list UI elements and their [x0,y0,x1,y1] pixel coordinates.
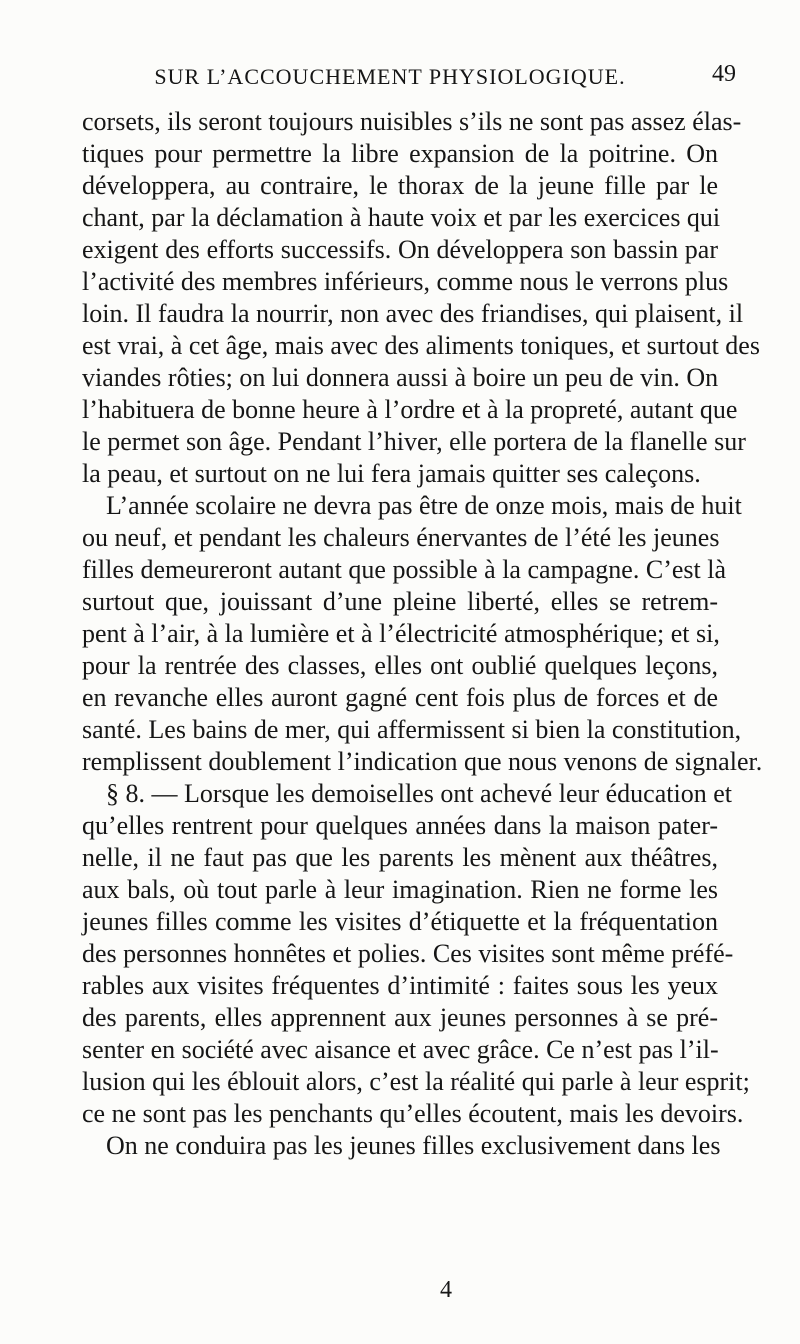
text-line: en revanche elles auront gagné cent fois plus de forces et de [82,683,718,712]
text-line: le permet son âge. Pendant l’hiver, elle portera de la flanelle sur [82,427,746,456]
text-line: des parents, elles apprennent aux jeunes personnes à se pré- [82,1003,718,1032]
text-line: filles demeureront autant que possible à la campagne. C’est là [82,555,726,584]
text-line: lusion qui les éblouit alors, c’est la réalité qui parle à leur esprit; [82,1067,750,1096]
text-line: chant, par la déclamation à haute voix et par les exercices qui [82,203,721,232]
paragraph-start-line: L’année scolaire ne devra pas être de onze mois, mais de huit [106,491,742,520]
page-number: 49 [712,61,736,87]
signature-mark: 4 [440,1277,452,1303]
text-line: exigent des efforts successifs. On développera son bassin par [82,235,718,264]
text-line: pour la rentrée des classes, elles ont oublié quelques leçons, [82,651,718,680]
text-line: est vrai, à cet âge, mais avec des aliments toniques, et surtout des [82,331,760,360]
text-line: la peau, et surtout on ne lui fera jamais quitter ses caleçons. [82,459,701,488]
text-line: santé. Les bains de mer, qui affermissent si bien la constitution, [82,715,742,744]
text-line: nelle, il ne faut pas que les parents les mènent aux théâtres, [82,843,718,872]
text-line: pent à l’air, à la lumière et à l’électricité atmosphérique; et si, [82,619,720,648]
text-line: développera, au contraire, le thorax de la jeune fille par le [82,171,718,200]
text-line: ce ne sont pas les penchants qu’elles écoutent, mais les devoirs. [82,1099,744,1128]
body-text [82,106,763,1162]
text-line: tiques pour permettre la libre expansion de la poitrine. On [82,139,718,168]
text-line: jeunes filles comme les visites d’étiquette et la fréquentation [82,907,718,936]
text-line: aux bals, où tout parle à leur imagination. Rien ne forme les [82,875,718,904]
text-line: surtout que, jouissant d’une pleine liberté, elles se retrem- [82,587,718,616]
text-line: viandes rôties; on lui donnera aussi à boire un peu de vin. On [82,363,719,392]
text-line: corsets, ils seront toujours nuisibles s’ils ne sont pas assez élas- [82,107,742,136]
text-line: qu’elles rentrent pour quelques années dans la maison pater- [82,811,718,840]
running-title: SUR L’ACCOUCHEMENT PHYSIOLOGIQUE. [154,64,626,89]
text-line: rables aux visites fréquentes d’intimité : faites sous les yeux [82,971,718,1000]
text-line: senter en société avec aisance et avec grâce. Ce n’est pas l’il- [82,1035,719,1064]
text-line: des personnes honnêtes et polies. Ces visites sont même préfé- [82,939,734,968]
text-line: remplissent doublement l’indication que nous venons de signaler. [82,747,763,776]
section-8-start-line: § 8. — Lorsque les demoiselles ont achevé leur éducation et [106,779,732,808]
text-line: l’activité des membres inférieurs, comme nous le verrons plus [82,267,729,296]
paragraph-start-line: On ne conduira pas les jeunes filles exclusivement dans les [106,1131,721,1160]
text-line: l’habituera de bonne heure à l’ordre et à la propreté, autant que [82,395,738,424]
text-line: ou neuf, et pendant les chaleurs énervantes de l’été les jeunes [82,523,720,552]
text-line: loin. Il faudra la nourrir, non avec des friandises, qui plaisent, il [82,299,744,328]
